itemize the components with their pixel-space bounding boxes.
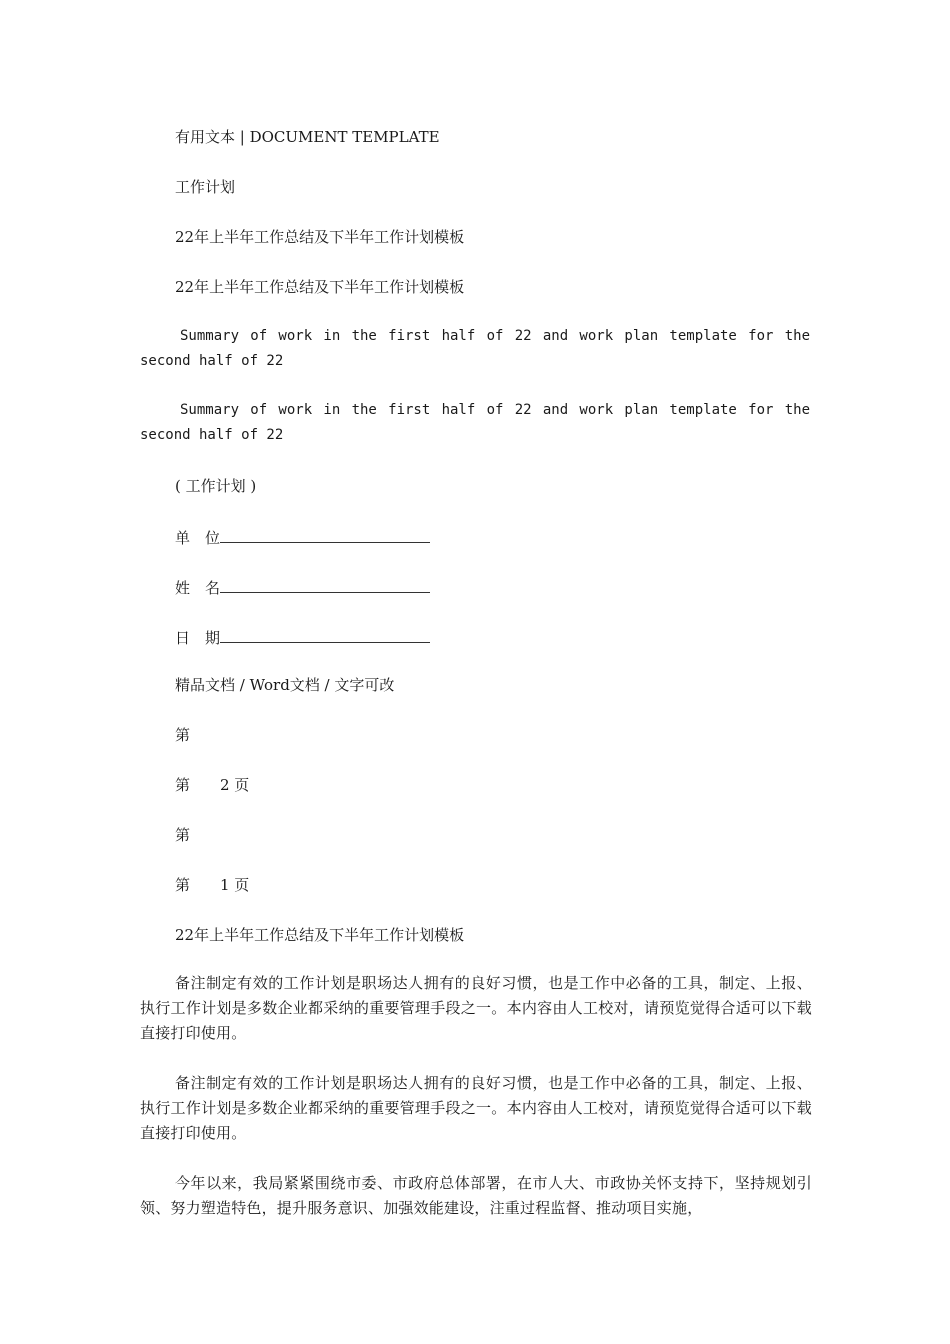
page-mark-3: 第 xyxy=(175,826,191,844)
title-cn-1: 22年上半年工作总结及下半年工作计划模板 xyxy=(175,228,465,246)
unit-label: 单 位 xyxy=(175,529,221,547)
title-en-2: Summary of work in the first half of 22 and work plan template for the second half of 22 xyxy=(140,402,810,443)
header-text: 有用文本 | DOCUMENT TEMPLATE xyxy=(175,128,440,146)
unit-input-line[interactable] xyxy=(220,526,430,543)
category-label: 工作计划 xyxy=(175,178,236,196)
page-mark-2: 第 2 页 xyxy=(175,776,250,794)
header-label xyxy=(175,127,440,147)
body-paragraph-1: 今年以来，我局紧紧围绕市委、市政府总体部署，在市人大、市政协关怀支持下，坚持规划引领、努力塑造特色，提升服务意识、加强效能建设，注重过程监督、推动项目实施， xyxy=(140,1174,812,1217)
page-mark-4: 第 1 页 xyxy=(175,876,250,894)
unit-field xyxy=(175,526,430,548)
name-input-line[interactable] xyxy=(220,576,430,593)
doc-tag: 精品文档 / Word文档 / 文字可改 xyxy=(175,676,395,694)
note-paragraph-2: 备注制定有效的工作计划是职场达人拥有的良好习惯，也是工作中必备的工具，制定、上报、执行工作计划是多数企业都采纳的重要管理手段之一。本内容由人工校对，请预览觉得合适可以下载直接打印使用。 xyxy=(140,1074,812,1142)
body-title: 22年上半年工作总结及下半年工作计划模板 xyxy=(175,926,465,944)
date-label: 日 期 xyxy=(175,629,221,647)
note-paragraph-1: 备注制定有效的工作计划是职场达人拥有的良好习惯，也是工作中必备的工具，制定、上报、执行工作计划是多数企业都采纳的重要管理手段之一。本内容由人工校对，请预览觉得合适可以下载直接打印使用。 xyxy=(140,974,812,1042)
category-paren: ( 工作计划 ) xyxy=(175,477,257,495)
title-cn-2: 22年上半年工作总结及下半年工作计划模板 xyxy=(175,278,465,296)
name-label: 姓 名 xyxy=(175,579,221,597)
date-input-line[interactable] xyxy=(220,626,430,643)
page-mark-1: 第 xyxy=(175,726,191,744)
title-en-1: Summary of work in the first half of 22 and work plan template for the second half of 22 xyxy=(140,328,810,369)
date-field xyxy=(175,626,430,648)
name-field xyxy=(175,576,430,598)
